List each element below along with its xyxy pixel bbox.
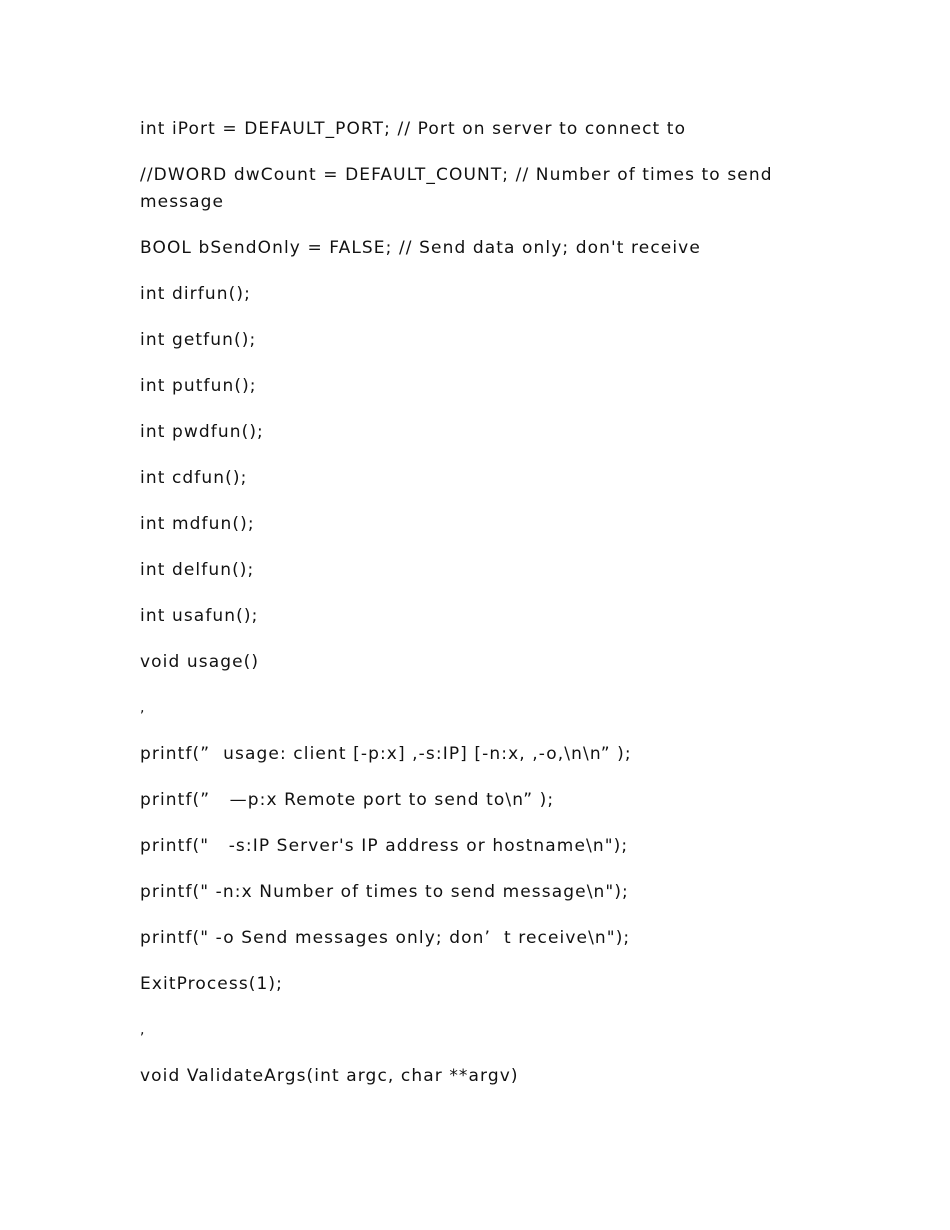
code-line-dwcount-comment: //DWORD dwCount = DEFAULT_COUNT; // Number of times to send message bbox=[140, 165, 780, 212]
code-listing bbox=[140, 116, 810, 1109]
code-line-putfun: int putfun(); bbox=[140, 376, 257, 396]
code-line-printf-count: printf(" -n:x Number of times to send message\n"); bbox=[140, 882, 629, 902]
code-line-mdfun: int mdfun(); bbox=[140, 514, 255, 534]
code-line-delfun: int delfun(); bbox=[140, 560, 255, 580]
code-line-getfun: int getfun(); bbox=[140, 330, 257, 350]
code-line-iport: int iPort = DEFAULT_PORT; // Port on server to connect to bbox=[140, 119, 687, 139]
code-line-pwdfun: int pwdfun(); bbox=[140, 422, 264, 442]
code-line-printf-sendonly: printf(" -o Send messages only; don’ t receive\n"); bbox=[140, 928, 631, 948]
code-line-usage-signature: void usage() bbox=[140, 652, 260, 672]
code-line-usafun: int usafun(); bbox=[140, 606, 259, 626]
code-line-dirfun: int dirfun(); bbox=[140, 284, 251, 304]
code-line-bsendonly: BOOL bSendOnly = FALSE; // Send data only; don't receive bbox=[140, 238, 701, 258]
code-line-close-brace: , bbox=[140, 1022, 146, 1038]
code-line-printf-port: printf(” —p:x Remote port to send to\n” ); bbox=[140, 790, 555, 810]
code-line-validateargs: void ValidateArgs(int argc, char **argv) bbox=[140, 1066, 519, 1086]
code-line-cdfun: int cdfun(); bbox=[140, 468, 248, 488]
code-line-printf-ip: printf(" -s:IP Server's IP address or hostname\n"); bbox=[140, 836, 629, 856]
code-line-exitprocess: ExitProcess(1); bbox=[140, 974, 283, 994]
code-line-open-brace: , bbox=[140, 700, 146, 716]
code-line-printf-usage: printf(” usage: client [-p:x] ,-s:IP] [-n:x, ,-o,\n\n” ); bbox=[140, 744, 632, 764]
